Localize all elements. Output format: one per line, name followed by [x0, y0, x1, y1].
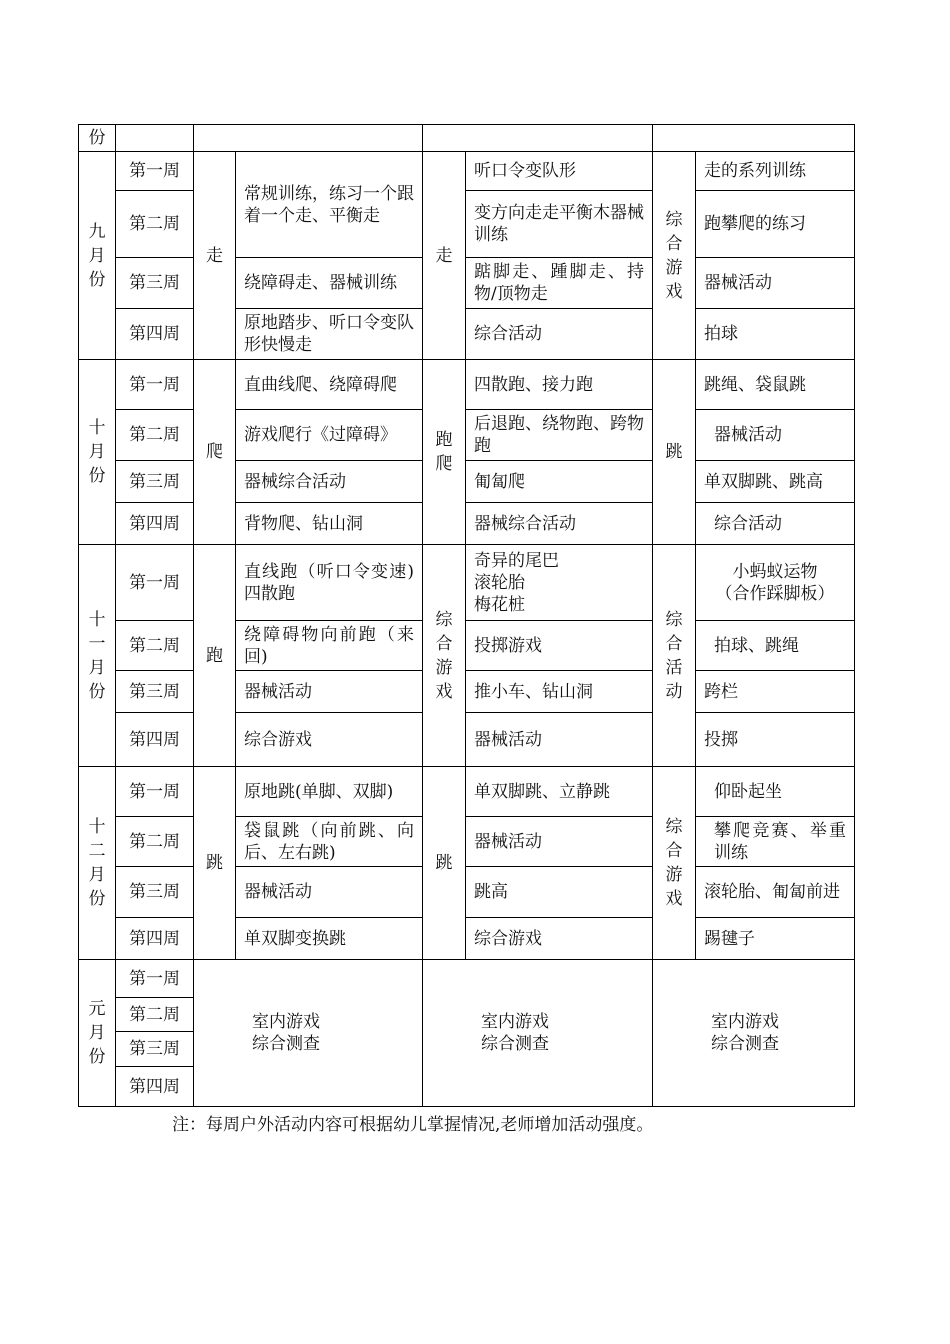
- schedule-table: [78, 124, 855, 1107]
- activity-cell: [696, 545, 855, 621]
- blank-cell: [653, 125, 855, 152]
- category-cell: 跑: [194, 545, 236, 767]
- week-cell: 第四周: [116, 503, 194, 545]
- activity-cell: 攀爬竞赛、举重训练: [696, 817, 855, 867]
- category-cell: 走: [423, 152, 466, 360]
- activity-cell: 单双脚跳、跳高: [696, 461, 855, 503]
- activity-cell: 投掷: [696, 713, 855, 767]
- category-cell: 跳: [653, 360, 696, 545]
- merged-lines: 室内游戏 综合测查: [481, 1012, 549, 1054]
- table-row: [79, 767, 855, 817]
- week-cell: 第四周: [116, 918, 194, 960]
- activity-cell: 背物爬、钻山洞: [236, 503, 423, 545]
- week-cell: 第四周: [116, 1067, 194, 1107]
- merged-lines: 室内游戏 综合测查: [252, 1012, 320, 1054]
- week-cell: 第二周: [116, 621, 194, 671]
- week-cell: 第二周: [116, 817, 194, 867]
- activity-cell: 滚轮胎、匍匐前进: [696, 867, 855, 918]
- activity-cell: 拍球、跳绳: [696, 621, 855, 671]
- table-row: [79, 152, 855, 191]
- activity-cell: 投掷游戏: [466, 621, 653, 671]
- category-cell: 综合游戏: [653, 152, 696, 360]
- table-row: [79, 960, 855, 998]
- activity-cell: 跑攀爬的练习: [696, 191, 855, 258]
- blank-cell: [423, 125, 653, 152]
- activity-cell: 综合游戏: [466, 918, 653, 960]
- activity-cell: 绕障碍走、器械训练: [236, 258, 423, 309]
- activity-cell: 游戏爬行《过障碍》: [236, 410, 423, 461]
- week-cell: 第四周: [116, 309, 194, 360]
- month-header-cell: 份: [79, 125, 116, 152]
- category-cell: 爬: [194, 360, 236, 545]
- activity-cell: 四散跑、接力跑: [466, 360, 653, 410]
- table-row: [79, 545, 855, 621]
- activity-cell: 器械综合活动: [236, 461, 423, 503]
- activity-cell: 直曲线爬、绕障碍爬: [236, 360, 423, 410]
- activity-cell: 踢毽子: [696, 918, 855, 960]
- merged-activity-cell: [653, 960, 855, 1107]
- month-cell: 十一月份: [79, 545, 116, 767]
- activity-cell: 走的系列训练: [696, 152, 855, 191]
- activity-cell: 袋鼠跳（向前跳、向后、左右跳): [236, 817, 423, 867]
- blank-cell: [194, 125, 423, 152]
- merged-activity-cell: [194, 960, 423, 1107]
- activity-cell: 踮脚走、踵脚走、持物/顶物走: [466, 258, 653, 309]
- category-cell: 跳: [194, 767, 236, 960]
- activity-cell: 跨栏: [696, 671, 855, 713]
- activity-cell: 器械活动: [696, 410, 855, 461]
- activity-cell: 器械活动: [236, 671, 423, 713]
- activity-cell: 绕障碍物向前跑（来回): [236, 621, 423, 671]
- table-row: [79, 360, 855, 410]
- activity-cell: 器械活动: [466, 713, 653, 767]
- activity-cell: 跳绳、袋鼠跳: [696, 360, 855, 410]
- merged-lines: 室内游戏 综合测查: [711, 1012, 779, 1054]
- activity-cell: 直线跑（听口令变速)四散跑: [236, 545, 423, 621]
- activity-lines: 奇异的尾巴 滚轮胎 梅花桩: [474, 550, 559, 615]
- category-cell: 综合活动: [653, 545, 696, 767]
- merged-activity-cell: [423, 960, 653, 1107]
- activity-cell: 器械活动: [696, 258, 855, 309]
- activity-cell: 原地踏步、听口令变队形快慢走: [236, 309, 423, 360]
- category-cell: 综合游戏: [423, 545, 466, 767]
- activity-cell: 变方向走走平衡木器械训练: [466, 191, 653, 258]
- week-cell: 第一周: [116, 152, 194, 191]
- week-cell: 第三周: [116, 461, 194, 503]
- blank-cell: [116, 125, 194, 152]
- activity-cell: 拍球: [696, 309, 855, 360]
- week-cell: 第一周: [116, 960, 194, 998]
- week-cell: 第三周: [116, 671, 194, 713]
- month-cell: 十二月份: [79, 767, 116, 960]
- header-row: [79, 125, 855, 152]
- activity-cell: 综合游戏: [236, 713, 423, 767]
- week-cell: 第二周: [116, 998, 194, 1032]
- month-cell: 九月份: [79, 152, 116, 360]
- activity-cell: 常规训练，练习一个跟着一个走、平衡走: [236, 152, 423, 258]
- activity-lines: 小蚂蚁运物 （合作踩脚板）: [715, 561, 835, 604]
- week-cell: 第三周: [116, 867, 194, 918]
- week-cell: 第四周: [116, 713, 194, 767]
- activity-cell: 器械综合活动: [466, 503, 653, 545]
- week-cell: 第一周: [116, 360, 194, 410]
- activity-cell: 推小车、钻山洞: [466, 671, 653, 713]
- category-cell: 跳: [423, 767, 466, 960]
- category-cell: 跑爬: [423, 360, 466, 545]
- week-cell: 第三周: [116, 258, 194, 309]
- week-cell: 第一周: [116, 545, 194, 621]
- activity-cell: 仰卧起坐: [696, 767, 855, 817]
- week-cell: 第三周: [116, 1032, 194, 1067]
- activity-cell: 单双脚跳、立静跳: [466, 767, 653, 817]
- activity-cell: 匍匐爬: [466, 461, 653, 503]
- week-cell: 第二周: [116, 191, 194, 258]
- week-cell: 第一周: [116, 767, 194, 817]
- activity-cell: 单双脚变换跳: [236, 918, 423, 960]
- activity-cell: 综合活动: [466, 309, 653, 360]
- category-cell: 走: [194, 152, 236, 360]
- activity-cell: 器械活动: [466, 817, 653, 867]
- activity-cell: 器械活动: [236, 867, 423, 918]
- activity-cell: 综合活动: [696, 503, 855, 545]
- month-cell: 十月份: [79, 360, 116, 545]
- activity-cell: [466, 545, 653, 621]
- month-cell: 元月份: [79, 960, 116, 1107]
- activity-cell: 听口令变队形: [466, 152, 653, 191]
- category-cell: 综合游戏: [653, 767, 696, 960]
- week-cell: 第二周: [116, 410, 194, 461]
- activity-cell: 跳高: [466, 867, 653, 918]
- footnote: 注：每周户外活动内容可根据幼儿掌握情况,老师增加活动强度。: [172, 1115, 654, 1135]
- activity-cell: 原地跳(单脚、双脚): [236, 767, 423, 817]
- activity-cell: 后退跑、绕物跑、跨物跑: [466, 410, 653, 461]
